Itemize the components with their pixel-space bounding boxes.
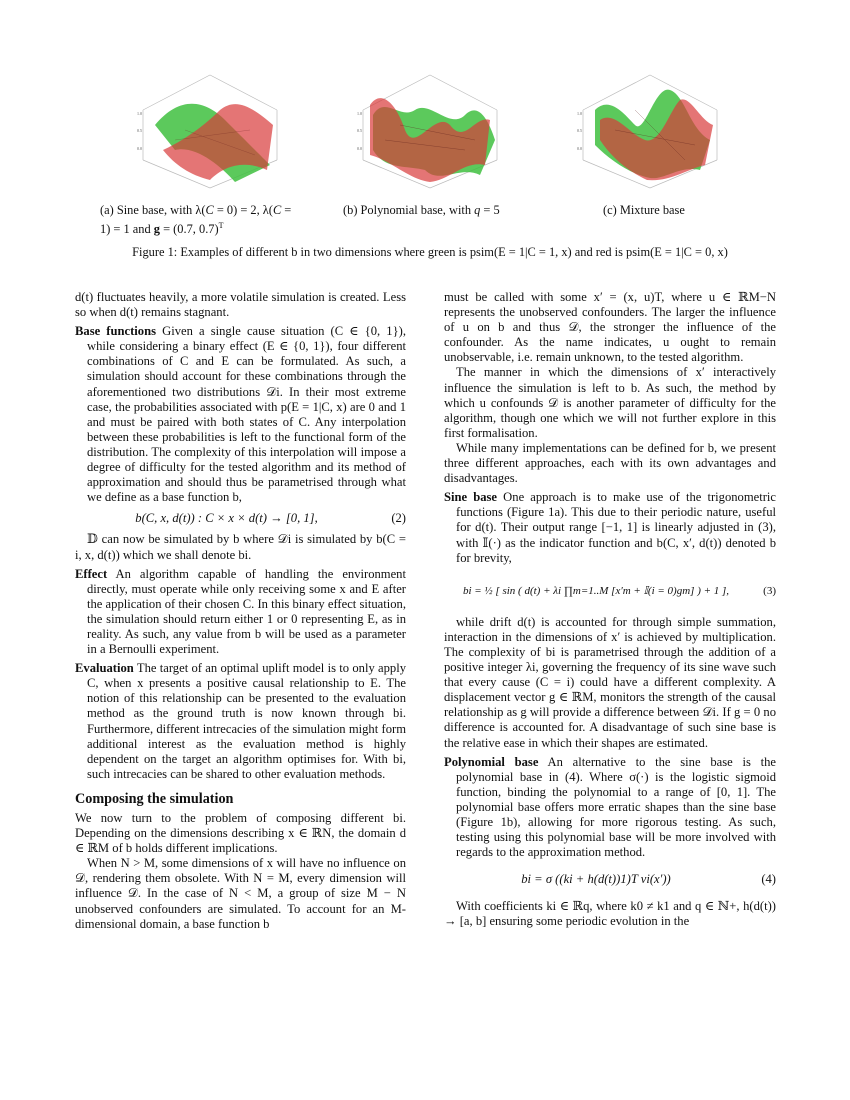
subcaption-b: (b) Polynomial base, with q = 5 bbox=[343, 203, 500, 217]
run-in-heading: Sine base bbox=[444, 490, 498, 505]
equation-2 bbox=[75, 511, 406, 526]
subcaption-c: (c) Mixture base bbox=[603, 203, 685, 217]
figure-caption: Figure 1: Examples of different b in two dimensions where green is psim(E = 1|C = 1, x) and red is psim(E = 1|C = 0, x) bbox=[132, 245, 728, 259]
paragraph-text: The target of an optimal uplift model is to only apply C, when x presents a positive causal relationship to E. The notion of this relationship can be presented to the evaluation method as the ground truth is now known through bi. Furthermore, different intrecacies of the simulation might form additional interest as the evaluation method is highly dependent on the target an algorithm optimises for. With bi, such intrecacies can be shared to other evaluation methods. bbox=[87, 661, 407, 781]
paragraph: 𝔻 can now be simulated by b where 𝒟i is simulated by b(C = i, x, d(t)) which we shall denote bi. bbox=[75, 532, 406, 562]
paragraph: d(t) fluctuates heavily, a more volatile simulation is created. Less so when d(t) remains stagnant. bbox=[75, 290, 406, 320]
left-column bbox=[75, 290, 406, 932]
tick-label: 0.5 bbox=[577, 128, 582, 133]
paragraph-text: An algorithm capable of handling the environment directly, must operate while only receiving some x and E after the application of their chosen C. In this binary effect situation, the simulation should return either 1 or 0 representing E, as in reality. As such, any value from b will be used as a parameter in a Bernoulli experiment. bbox=[87, 566, 406, 657]
paragraph: while drift d(t) is accounted for through simple summation, interaction in the dimensions of x′ is achieved by multiplication. The complexity of bi is parametrised through the addition of a positive integer λi, governing the frequency of its sine wave such that every cause (C = i) could have a different complexity. A displacement vector g ∈ ℝM, monitors the strength of the causal relationship as g will provide a difference between 𝒟i. If g = 0 no difference is accounted for. A disadvantage of such sine base is the relative ease in which their shapes are estimated. bbox=[444, 614, 776, 750]
equation-4 bbox=[444, 872, 776, 887]
tick-label: 1.0 bbox=[137, 111, 142, 116]
paragraph-evaluation bbox=[75, 661, 406, 782]
run-in-heading: Evaluation bbox=[75, 661, 134, 676]
figure-1b bbox=[355, 70, 505, 195]
paragraph-text: An alternative to the sine base is the polynomial base in (4). Where σ(·) is the logistic sigmoid function, binding the polynomial to a range of [0, 1]. The polynomial base offers more erratic shapes than the sine base (Figure 1b), allowing for more rigorous testing. As such, testing using this polynomial base will be more involved with regards to the approximation method. bbox=[456, 754, 776, 860]
equation-3 bbox=[444, 584, 776, 599]
tick-label: 0.0 bbox=[137, 146, 142, 151]
paragraph: The manner in which the dimensions of x′ interactively influence the simulation is left to b. As such, the method by which u confounds 𝒟 is another parameter of difficulty for the algorithm, though one which we will not further explore in this first formalisation. bbox=[444, 365, 776, 440]
tick-label: 1.0 bbox=[357, 111, 362, 116]
tick-label: 0.0 bbox=[577, 146, 582, 151]
tick-label: 0.5 bbox=[357, 128, 362, 133]
paragraph: When N > M, some dimensions of x will have no influence on 𝒟, rendering them obsolete. With N = M, every dimension will influence 𝒟. In the case of N < M, a group of size M − N unobserved confounders are simulated. To account for an M-dimensional domain, a base function b bbox=[75, 856, 406, 931]
figure-1c bbox=[575, 70, 725, 195]
paragraph: With coefficients ki ∈ ℝq, where k0 ≠ k1 and q ∈ ℕ+, h(d(t)) → [a, b] ensuring some periodic evolution in the bbox=[444, 899, 776, 929]
tick-label: 0.5 bbox=[137, 128, 142, 133]
right-column bbox=[444, 290, 776, 930]
mixture-surface-plot-icon bbox=[575, 70, 725, 195]
paragraph-text: Given a single cause situation (C ∈ {0, 1}), while considering a binary effect (E ∈ {0, 1}), four different combinations of C and E can be formulated. As such, a simulation should account for these combinations through the aforementioned two distributions 𝒟i. In their most extreme case, the probabilities associated with p(E = 1|C, x) are 0 and 1 and must be paired with both states of C. Any interpolation between these probabilities is left to the functional form of the distribution. The complexity of this interpolation will impose a degree of difficulty for the tested algorithm and its method of approximation and should thus be parametrised through what we define as a base function b, bbox=[87, 324, 406, 505]
polynomial-surface-plot-icon bbox=[355, 70, 505, 195]
paragraph-polynomial-base bbox=[444, 755, 776, 861]
paragraph-effect bbox=[75, 567, 406, 658]
paragraph-sine-base bbox=[444, 490, 776, 565]
section-heading: Composing the simulation bbox=[75, 790, 234, 807]
run-in-heading: Effect bbox=[75, 566, 108, 581]
figure-1a bbox=[135, 70, 285, 195]
equation-number: (3) bbox=[763, 584, 776, 597]
tick-label: 0.0 bbox=[357, 146, 362, 151]
paragraph-text: One approach is to make use of the trigonometric functions (Figure 1a). This due to their periodic nature, useful for d(t). Their output range [−1, 1] is linearly adjusted in (3), with 𝕀(·) as the indicator function and b(C, x′, d(t)) denoted b for brevity, bbox=[456, 490, 777, 565]
equation-body: bi = ½ [ sin ( d(t) + λi ∏m=1..M [x′m + 𝕀(i = 0)gm] ) + 1 ], bbox=[462, 584, 730, 597]
subcaption-a: (a) Sine base, with λ(C = 0) = 2, λ(C = 1) = 1 and g = (0.7, 0.7)$^T$ bbox=[100, 203, 292, 237]
equation-number: (4) bbox=[761, 872, 776, 887]
run-in-heading: Polynomial base bbox=[444, 754, 539, 769]
paragraph: While many implementations can be defined for b, we present three different approaches, each with its own advantages and disadvantages. bbox=[444, 440, 776, 486]
sine-surface-plot-icon bbox=[135, 70, 285, 195]
run-in-heading: Base functions bbox=[75, 324, 156, 339]
paragraph: must be called with some x′ = (x, u)T, where u ∈ ℝM−N represents the unobserved confounders. The larger the influence of u on b and thus 𝒟, the stronger the influence of the confounder. As the name indicates, u ought to remain unobservable, i.e. remain unknown, to the tested algorithm. bbox=[444, 290, 776, 365]
tick-label: 1.0 bbox=[577, 111, 582, 116]
equation-body: bi = σ ((ki + h(d(t))1)T vi(x′)) bbox=[521, 872, 671, 887]
equation-body: b(C, x, d(t)) : C × x × d(t) → [0, 1], bbox=[135, 511, 318, 526]
equation-number: (2) bbox=[391, 511, 406, 526]
paragraph: We now turn to the problem of composing different bi. Depending on the dimensions describing x ∈ ℝN, the domain d ∈ ℝM of b holds different implications. bbox=[75, 811, 406, 856]
paragraph-base-functions bbox=[75, 324, 406, 505]
